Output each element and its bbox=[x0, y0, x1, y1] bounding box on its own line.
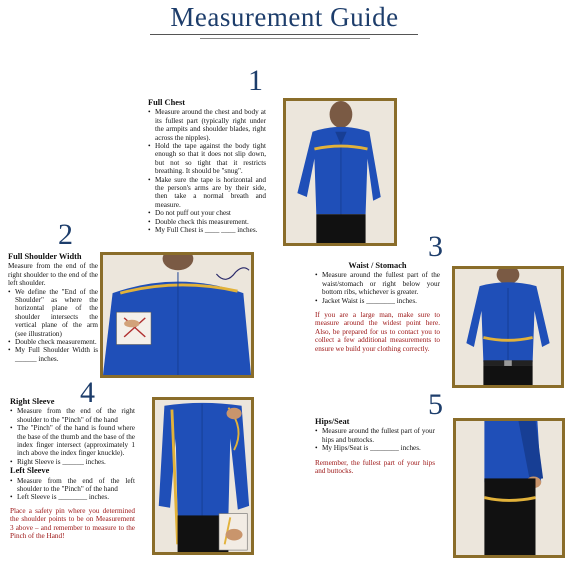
list-item: • My Full Chest is ____ ____ inches. bbox=[148, 226, 266, 234]
list-item: • My Full Shoulder Width is ______ inches. bbox=[8, 346, 98, 363]
list-item: • Measure around the chest and body at its fullest part (typically right under the armpits and shoulder blades, right across the nipples). bbox=[148, 108, 266, 142]
list-item: • We define the "End of the Shoulder" as where the horizontal plane of the shoulder intersects the vertical plane of the arm (see illustration) bbox=[8, 288, 98, 338]
step-5-note: Remember, the fullest part of your hips and buttocks. bbox=[315, 458, 435, 476]
step-2-intro: Measure from the end of the right shoulder to the end of the left shoulder. bbox=[8, 262, 98, 288]
list-item: • Right Sleeve is ______ inches. bbox=[10, 458, 135, 466]
list-item: • Hold the tape against the body tight enough so that it does not slip down, but not so tight that it restricts breathing. It should be "snug". bbox=[148, 142, 266, 176]
list-item: • Jacket Waist is ________ inches. bbox=[315, 297, 440, 305]
title-rule bbox=[150, 34, 418, 35]
step-3-heading: Waist / Stomach bbox=[348, 261, 407, 270]
step-number-5: 5 bbox=[428, 388, 443, 421]
step-5-text bbox=[315, 418, 435, 475]
step-number-2: 2 bbox=[58, 218, 73, 251]
list-item: • Do not puff out your chest bbox=[148, 209, 266, 217]
step-5-heading: Hips/Seat bbox=[315, 417, 350, 426]
chest-measurement-photo bbox=[283, 98, 397, 246]
page-title: Measurement Guide bbox=[170, 2, 399, 32]
step-number-4: 4 bbox=[80, 376, 95, 409]
list-item: • My Hips/Seat is ________ inches. bbox=[315, 444, 435, 452]
step-2-heading: Full Shoulder Width bbox=[8, 252, 82, 261]
step-4-heading-left: Left Sleeve bbox=[10, 466, 50, 476]
waist-measurement-photo bbox=[452, 266, 564, 388]
list-item: • Double check measurement. bbox=[8, 338, 98, 346]
step-number-1: 1 bbox=[248, 64, 263, 97]
hips-measurement-photo bbox=[453, 418, 565, 558]
step-3-text bbox=[315, 262, 440, 353]
list-item: • Make sure the tape is horizontal and the person's arms are by their side, then take a normal breath and measure. bbox=[148, 176, 266, 210]
step-4-heading-right: Right Sleeve bbox=[10, 397, 55, 406]
list-item: • Measure around the fullest part of the waist/stomach or right below your bottom ribs, whichever is greater. bbox=[315, 271, 440, 296]
step-3-note: If you are a large man, make sure to measure around the widest point here. Also, be prepared for us to contact you to collect a few additional measurements to ensure we build your clothing correctly. bbox=[315, 311, 440, 353]
title-rule-secondary bbox=[200, 38, 370, 39]
sleeve-measurement-photo bbox=[152, 397, 254, 555]
step-number-3: 3 bbox=[428, 230, 443, 263]
step-4-note: Place a safety pin where you determined the shoulder points to be on Measurement 3 above – and remember to measure to the Pinch of the Hand! bbox=[10, 506, 135, 541]
list-item: • Left Sleeve is ________ inches. bbox=[10, 493, 135, 501]
list-item: • Measure from the end of the left shoulder to the "Pinch" of the hand bbox=[10, 477, 135, 494]
step-1-heading: Full Chest bbox=[148, 98, 185, 107]
shoulder-measurement-photo bbox=[100, 252, 254, 378]
step-4-text bbox=[10, 398, 135, 541]
list-item: • Measure from the end of the right shoulder to the "Pinch" of the hand bbox=[10, 407, 135, 424]
list-item: • The "Pinch" of the hand is found where the base of the thumb and the base of the index finger intersect (approximately 1 inch above the index finger knuckle). bbox=[10, 424, 135, 458]
list-item: • Double check this measurement. bbox=[148, 218, 266, 226]
step-1-text bbox=[148, 99, 266, 235]
list-item: • Measure around the fullest part of your hips and buttocks. bbox=[315, 427, 435, 444]
step-2-text bbox=[8, 253, 98, 363]
